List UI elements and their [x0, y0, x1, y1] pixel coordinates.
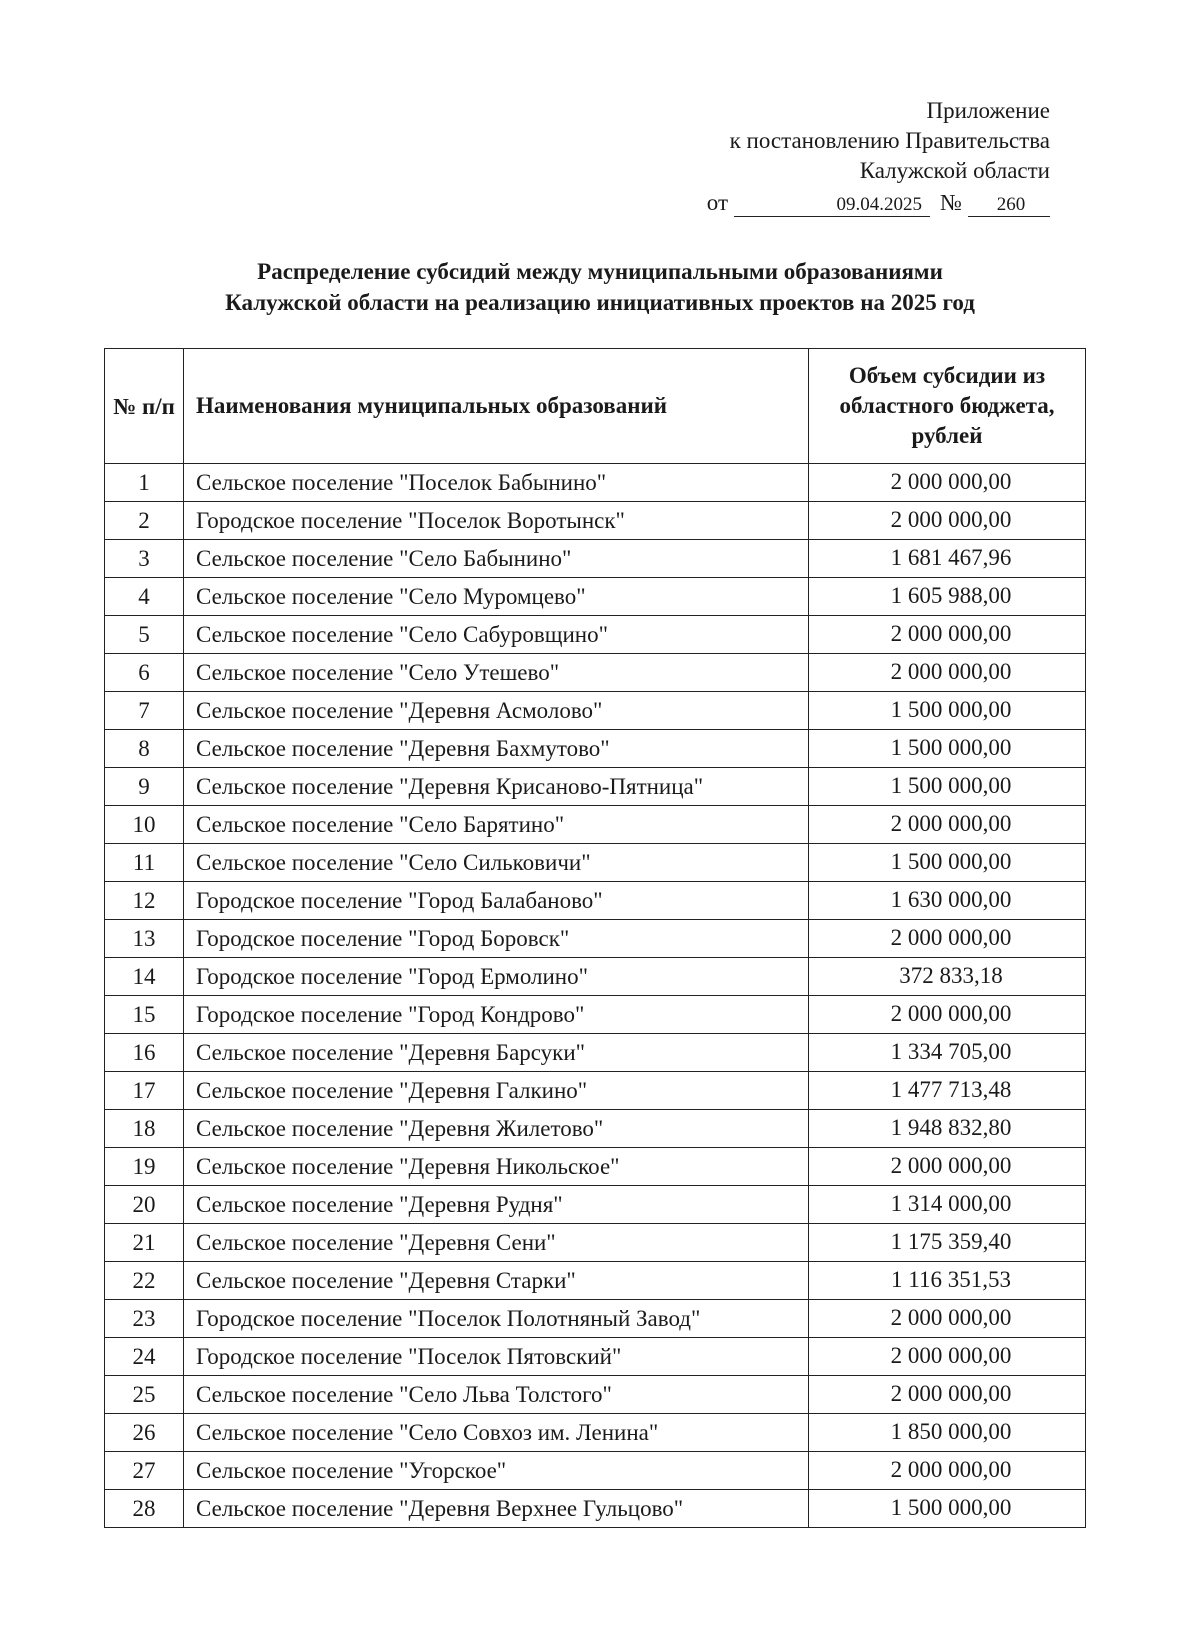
- subsidy-amount: 2 000 000,00: [809, 1148, 1086, 1186]
- municipality-name: Городское поселение "Поселок Полотняный Завод": [184, 1300, 809, 1338]
- resolution-number: 260: [968, 194, 1050, 217]
- row-number: 6: [105, 654, 184, 692]
- table-row: [105, 806, 1086, 844]
- table-row: [105, 844, 1086, 882]
- table-row: [105, 1414, 1086, 1452]
- table-row: [105, 1072, 1086, 1110]
- subsidy-amount: 2 000 000,00: [809, 654, 1086, 692]
- row-number: 3: [105, 540, 184, 578]
- row-number: 15: [105, 996, 184, 1034]
- row-number: 4: [105, 578, 184, 616]
- municipality-name: Сельское поселение "Село Утешево": [184, 654, 809, 692]
- subsidy-amount: 1 500 000,00: [809, 844, 1086, 882]
- row-number: 14: [105, 958, 184, 996]
- table-row: [105, 464, 1086, 502]
- row-number: 20: [105, 1186, 184, 1224]
- table-row: [105, 654, 1086, 692]
- subsidy-amount: 1 630 000,00: [809, 882, 1086, 920]
- municipality-name: Сельское поселение "Деревня Никольское": [184, 1148, 809, 1186]
- table-row: [105, 730, 1086, 768]
- appendix-line-1: Приложение: [926, 98, 1050, 123]
- table-row: [105, 578, 1086, 616]
- municipality-name: Сельское поселение "Деревня Жилетово": [184, 1110, 809, 1148]
- row-number: 2: [105, 502, 184, 540]
- table-row: [105, 958, 1086, 996]
- table-row: [105, 882, 1086, 920]
- subsidy-amount: 1 605 988,00: [809, 578, 1086, 616]
- municipality-name: Городское поселение "Город Балабаново": [184, 882, 809, 920]
- subsidy-amount: 1 850 000,00: [809, 1414, 1086, 1452]
- table-row: [105, 1110, 1086, 1148]
- municipality-name: Сельское поселение "Деревня Сени": [184, 1224, 809, 1262]
- subsidy-amount: 2 000 000,00: [809, 502, 1086, 540]
- table-row: [105, 1376, 1086, 1414]
- subsidy-amount: 1 116 351,53: [809, 1262, 1086, 1300]
- municipality-name: Сельское поселение "Село Барятино": [184, 806, 809, 844]
- municipality-name: Сельское поселение "Угорское": [184, 1452, 809, 1490]
- row-number: 21: [105, 1224, 184, 1262]
- table-row: [105, 1490, 1086, 1528]
- row-number: 17: [105, 1072, 184, 1110]
- municipality-name: Сельское поселение "Деревня Барсуки": [184, 1034, 809, 1072]
- subsidy-amount: 1 477 713,48: [809, 1072, 1086, 1110]
- table-body: [105, 464, 1086, 1528]
- subsidy-amount: 2 000 000,00: [809, 1376, 1086, 1414]
- appendix-line-2: к постановлению Правительства: [729, 128, 1050, 153]
- table-row: [105, 1186, 1086, 1224]
- header-name: Наименования муниципальных образований: [184, 349, 809, 464]
- row-number: 9: [105, 768, 184, 806]
- subsidy-amount: 1 175 359,40: [809, 1224, 1086, 1262]
- row-number: 19: [105, 1148, 184, 1186]
- header-num: № п/п: [105, 349, 184, 464]
- municipality-name: Городское поселение "Поселок Пятовский": [184, 1338, 809, 1376]
- resolution-date-line: [707, 188, 1050, 218]
- row-number: 18: [105, 1110, 184, 1148]
- resolution-date: 09.04.2025: [734, 194, 930, 217]
- row-number: 11: [105, 844, 184, 882]
- row-number: 1: [105, 464, 184, 502]
- row-number: 7: [105, 692, 184, 730]
- document-title: [100, 256, 1100, 318]
- subsidy-amount: 1 681 467,96: [809, 540, 1086, 578]
- subsidy-amount: 1 500 000,00: [809, 768, 1086, 806]
- appendix-header: [707, 96, 1050, 218]
- row-number: 12: [105, 882, 184, 920]
- row-number: 24: [105, 1338, 184, 1376]
- row-number: 16: [105, 1034, 184, 1072]
- table-row: [105, 996, 1086, 1034]
- table-row: [105, 1224, 1086, 1262]
- number-label: №: [940, 190, 962, 215]
- municipality-name: Городское поселение "Город Кондрово": [184, 996, 809, 1034]
- table-header-row: [105, 349, 1086, 464]
- subsidy-amount: 1 500 000,00: [809, 692, 1086, 730]
- table-row: [105, 1148, 1086, 1186]
- municipality-name: Сельское поселение "Село Сильковичи": [184, 844, 809, 882]
- header-sum: Объем субсидии из областного бюджета, рублей: [809, 349, 1086, 464]
- subsidy-amount: 372 833,18: [809, 958, 1086, 996]
- subsidy-amount: 2 000 000,00: [809, 996, 1086, 1034]
- municipality-name: Сельское поселение "Село Бабынино": [184, 540, 809, 578]
- subsidy-table: [104, 348, 1086, 1528]
- municipality-name: Сельское поселение "Деревня Бахмутово": [184, 730, 809, 768]
- subsidy-amount: 1 500 000,00: [809, 1490, 1086, 1528]
- subsidy-amount: 1 500 000,00: [809, 730, 1086, 768]
- table-row: [105, 920, 1086, 958]
- subsidy-amount: 2 000 000,00: [809, 1300, 1086, 1338]
- municipality-name: Сельское поселение "Деревня Старки": [184, 1262, 809, 1300]
- row-number: 22: [105, 1262, 184, 1300]
- row-number: 25: [105, 1376, 184, 1414]
- table-row: [105, 616, 1086, 654]
- subsidy-amount: 2 000 000,00: [809, 616, 1086, 654]
- date-label: от: [706, 190, 729, 215]
- table-row: [105, 1452, 1086, 1490]
- row-number: 8: [105, 730, 184, 768]
- subsidy-amount: 2 000 000,00: [809, 464, 1086, 502]
- municipality-name: Сельское поселение "Село Муромцево": [184, 578, 809, 616]
- row-number: 27: [105, 1452, 184, 1490]
- row-number: 5: [105, 616, 184, 654]
- table-row: [105, 692, 1086, 730]
- municipality-name: Городское поселение "Город Боровск": [184, 920, 809, 958]
- table-row: [105, 768, 1086, 806]
- subsidy-amount: 2 000 000,00: [809, 806, 1086, 844]
- title-line-2: Калужской области на реализацию инициативных проектов на 2025 год: [225, 290, 975, 315]
- municipality-name: Сельское поселение "Деревня Крисаново-Пятница": [184, 768, 809, 806]
- municipality-name: Сельское поселение "Деревня Верхнее Гульцово": [184, 1490, 809, 1528]
- table-row: [105, 502, 1086, 540]
- municipality-name: Сельское поселение "Село Совхоз им. Ленина": [184, 1414, 809, 1452]
- municipality-name: Сельское поселение "Поселок Бабынино": [184, 464, 809, 502]
- table-row: [105, 1300, 1086, 1338]
- subsidy-amount: 1 314 000,00: [809, 1186, 1086, 1224]
- row-number: 13: [105, 920, 184, 958]
- row-number: 28: [105, 1490, 184, 1528]
- row-number: 10: [105, 806, 184, 844]
- municipality-name: Сельское поселение "Село Льва Толстого": [184, 1376, 809, 1414]
- table-row: [105, 1262, 1086, 1300]
- table-row: [105, 1338, 1086, 1376]
- title-line-1: Распределение субсидий между муниципальными образованиями: [257, 259, 943, 284]
- table-row: [105, 540, 1086, 578]
- row-number: 26: [105, 1414, 184, 1452]
- municipality-name: Сельское поселение "Село Сабуровщино": [184, 616, 809, 654]
- municipality-name: Сельское поселение "Деревня Асмолово": [184, 692, 809, 730]
- subsidy-amount: 2 000 000,00: [809, 1338, 1086, 1376]
- row-number: 23: [105, 1300, 184, 1338]
- municipality-name: Сельское поселение "Деревня Рудня": [184, 1186, 809, 1224]
- municipality-name: Сельское поселение "Деревня Галкино": [184, 1072, 809, 1110]
- subsidy-amount: 2 000 000,00: [809, 1452, 1086, 1490]
- appendix-line-3: Калужской области: [859, 158, 1050, 183]
- subsidy-amount: 2 000 000,00: [809, 920, 1086, 958]
- subsidy-amount: 1 948 832,80: [809, 1110, 1086, 1148]
- table-row: [105, 1034, 1086, 1072]
- subsidy-amount: 1 334 705,00: [809, 1034, 1086, 1072]
- municipality-name: Городское поселение "Город Ермолино": [184, 958, 809, 996]
- municipality-name: Городское поселение "Поселок Воротынск": [184, 502, 809, 540]
